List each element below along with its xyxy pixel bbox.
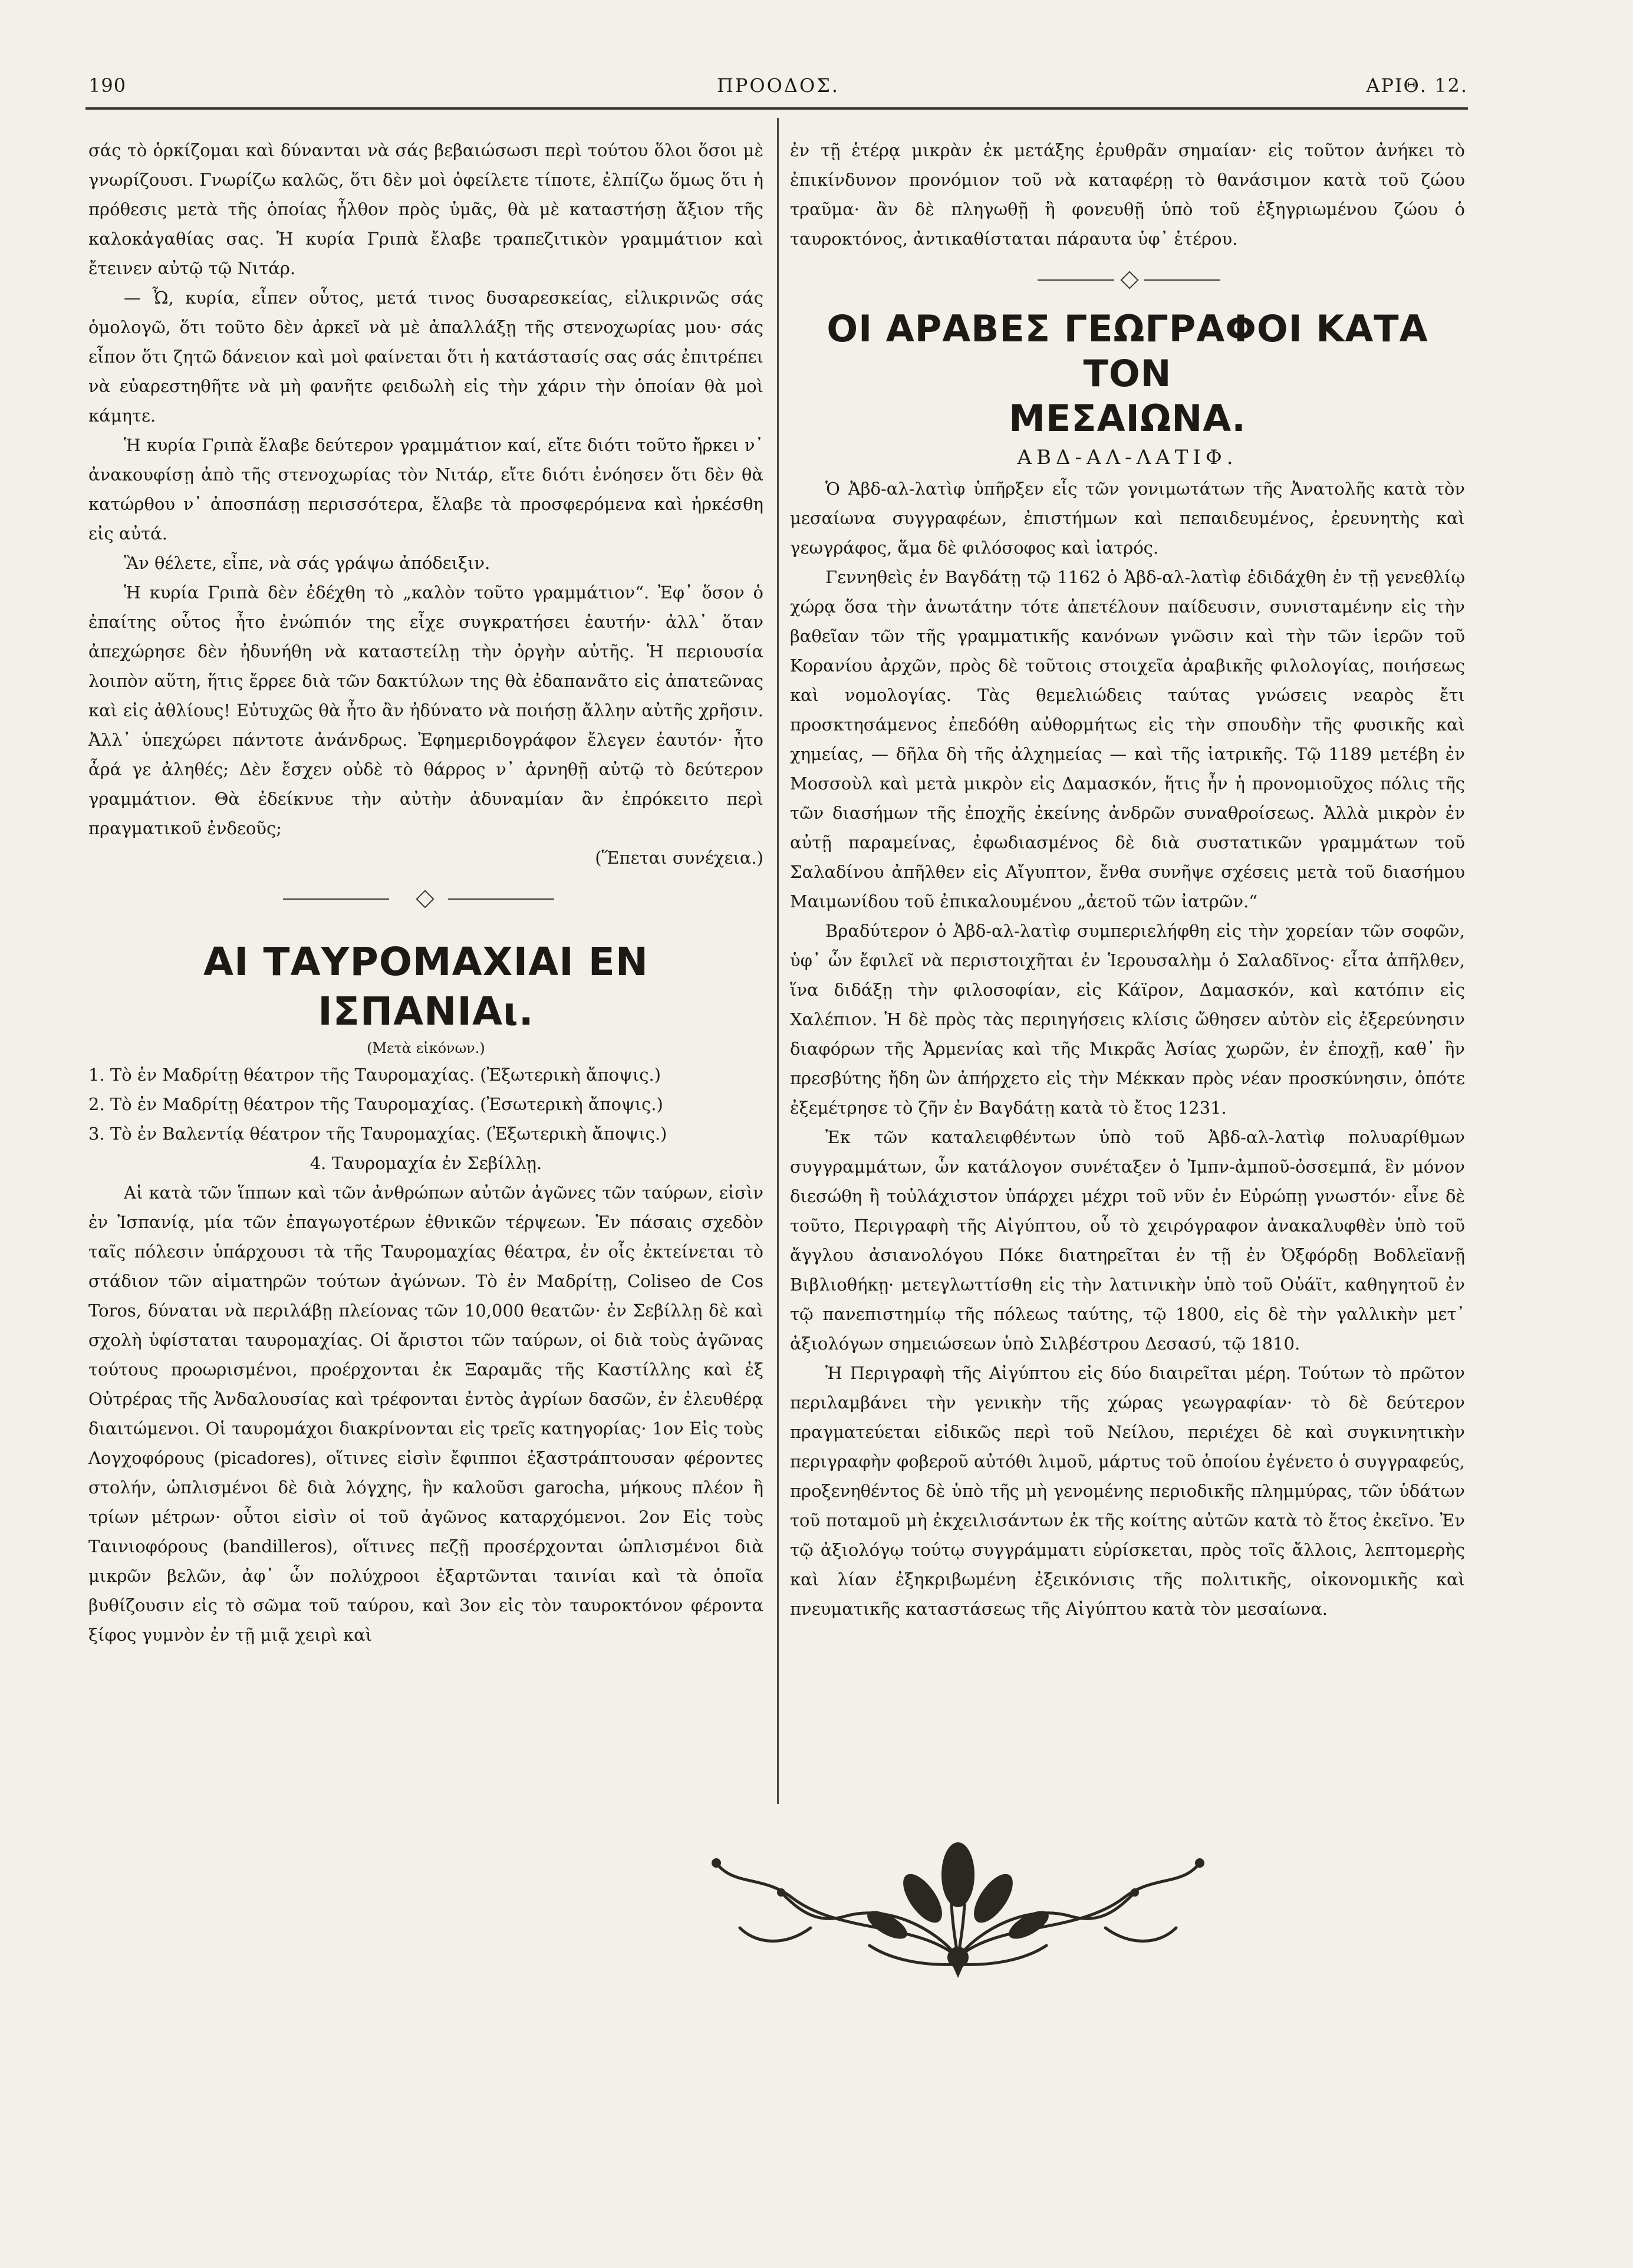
to-be-continued-note: (Ἕπεται συνέχεια.) bbox=[595, 848, 763, 868]
left-column bbox=[88, 136, 763, 1650]
page-number: 190 bbox=[88, 74, 127, 97]
right-column bbox=[790, 136, 1465, 1624]
journal-title: ΠΡΟΟΔΟΣ. bbox=[716, 74, 840, 97]
column-divider bbox=[777, 118, 779, 1804]
article-byline: ΑΒΔ-ΑΛ-ΛΑΤΙΦ. bbox=[1017, 446, 1238, 469]
separator-diamond-icon bbox=[416, 890, 434, 908]
geographers-article-title: ΟΙ ΑΡΑΒΕΣ ΓΕΩΓΡΑΦΟΙ ΚΑΤΑ ΤΟΝ ΜΕΣΑΙΩΝΑ. bbox=[827, 307, 1428, 440]
separator-diamond-icon bbox=[1120, 271, 1138, 289]
header-rule bbox=[85, 107, 1468, 110]
bullfight-article-title: ΑΙ ΤΑΥΡΟΜΑΧΙΑΙ ΕΝ ΙΣΠΑΝΙΑι. bbox=[203, 939, 649, 1034]
page-header bbox=[88, 70, 1468, 105]
issue-number: ΑΡΙΘ. 12. bbox=[1366, 74, 1468, 97]
caption-item: 1. Τὸ ἐν Μαδρίτῃ θέατρον τῆς Ταυρομαχίας. (Ἐξωτερικὴ ἄποψις.) bbox=[88, 1065, 661, 1085]
article-paragraph: Βραδύτερον ὁ Ἀβδ-αλ-λατὶφ συμπεριελήφθη εἰς τὴν χορείαν τῶν σοφῶν, ὑφ᾽ ὧν ἔφιλεῖ νὰ περιστοιχῆται ἐν Ἱερουσαλὴμ ὁ Σαλαδῖνος· εἶτα ἀπῆλθεν, ἵνα διδάξῃ τὴν φιλοσοφίαν, εἰς Κάϊρον, Δαμασκόν, καὶ κατόπιν εἰς Χαλέπιον. Ἡ δὲ πρὸς τὰς περιηγήσεις κλίσις ὤθησεν αὐτὸν εἰς ἐξερεύνησιν διαφόρων τῆς Ἀρμενίας καὶ τῆς Μικρᾶς Ἀσίας χωρῶν, ἐν ἐποχῇ, καθ᾽ ἣν πρεσβύτης ἤδη ὢν ἀπήρχετο εἰς τὴν Μέκκαν πρὸς νέαν προσκύνησιν, ὁπότε ἐξεμέτρησε τὸ ζῆν ἐν Βαγδάτῃ κατὰ τὸ ἔτος 1231. bbox=[790, 921, 1465, 1118]
bullfight-subtitle: (Μετὰ εἰκόνων.) bbox=[367, 1040, 485, 1056]
caption-item: 2. Τὸ ἐν Μαδρίτῃ θέατρον τῆς Ταυρομαχίας. (Ἐσωτερικὴ ἄποψις.) bbox=[88, 1094, 663, 1114]
story-paragraph: Ἡ κυρία Γριπὰ ἔλαβε δεύτερον γραμμάτιον καί, εἴτε διότι τοῦτο ἤρκει ν᾽ ἀνακουφίσῃ ἀπὸ τῆς στενοχωρίας τὸν Νιτάρ, εἴτε διότι ἐνόησεν ὅτι δὲν θὰ κατώρθου ν᾽ ἀποσπάσῃ περισσότερα, ἔλαβε τὰ προσφερόμενα καὶ ἠρκέσθη εἰς αὐτά. bbox=[88, 435, 763, 544]
caption-item: 4. Ταυρομαχία ἐν Σεβίλλῃ. bbox=[310, 1153, 542, 1173]
story-paragraph: Ἂν θέλετε, εἶπε, νὰ σάς γράψω ἀπόδειξιν. bbox=[124, 553, 490, 573]
story-paragraph: Ἡ κυρία Γριπὰ δὲν ἐδέχθη τὸ „καλὸν τοῦτο γραμμάτιον“. Ἐφ᾽ ὅσον ὁ ἐπαίτης οὗτος ἦτο ἐνώπιόν της εἶχε συγκρατήσει ἑαυτήν· ἀλλ᾽ ὅταν ἀπεχώρησε δὲν ἠδυνήθη νὰ καταστείλῃ τὴν ὀργὴν αὐτῆς. Ἡ περιουσία λοιπὸν αὕτη, ἥτις ἔρρεε διὰ τῶν δακτύλων της θὰ ἐδαπανᾶτο εἰς ἀπατεῶνας καὶ εἰς ἀθλίους! Εὐτυχῶς θὰ ἦτο ἂν ἠδύνατο νὰ ποιήσῃ ἄλλην αὐτῆς χρῆσιν. Ἀλλ᾽ ὑπεχώρει πάντοτε ἀνάνδρως. Ἐφημεριδογράφον ἔλεγεν ἑαυτόν· ἦτο ἆρά γε ἀληθές; Δὲν ἔσχεν οὐδὲ τὸ θάρρος ν᾽ ἀρνηθῇ αὐτῷ τὸ δεύτερον γραμμάτιον. Θὰ ἐδείκνυε τὴν αὐτὴν ἀδυναμίαν ἂν ἐπρόκειτο περὶ πραγματικοῦ ἐνδεοῦς; bbox=[88, 582, 763, 838]
bullfight-continuation: ἐν τῇ ἑτέρᾳ μικρὰν ἐκ μετάξης ἐρυθρᾶν σημαίαν· εἰς τοῦτον ἀνήκει τὸ ἐπικίνδυνον προνόμιον τοῦ νὰ καταφέρῃ τὸ θανάσιμον κατὰ τοῦ ζώου τραῦμα· ἂν δὲ πληγωθῇ ἢ φονευθῇ ὑπὸ τοῦ ἐξηγριωμένου ζώου ὁ ταυροκτόνος, ἀντικαθίσταται πάραυτα ὑφ᾽ ἑτέρου. bbox=[790, 140, 1465, 249]
bullfight-paragraph: Αἱ κατὰ τῶν ἵππων καὶ τῶν ἀνθρώπων αὐτῶν ἀγῶνες τῶν ταύρων, εἰσὶν ἐν Ἰσπανίᾳ, μία τῶν ἐπαγωγοτέρων ἐθνικῶν τέρψεων. Ἐν πάσαις σχεδὸν ταῖς πόλεσιν ὑπάρχουσι τὰ τῆς Ταυρομαχίας θέατρα, ἐν οἷς ἐκτείνεται τὸ στάδιον τῶν αἱματηρῶν τούτων ἀγώνων. Τὸ ἐν Μαδρίτῃ, Coliseo de Cos Toros, δύναται νὰ περιλάβῃ πλείονας τῶν 10,000 θεατῶν· ἐν Σεβίλλῃ δὲ καὶ σχολὴ ὑφίσταται ταυρομαχίας. Οἱ ἄριστοι τῶν ταύρων, οἱ διὰ τοὺς ἀγῶνας τούτους προωρισμένοι, προέρχονται ἐκ Ξαραμᾶς τῆς Καστίλλης καὶ ἐξ Οὐτρέρας τῆς Ἀνδαλουσίας καὶ τρέφονται ἐντὸς ἀγρίων δασῶν, ἐν ἐλευθέρᾳ διαιτώμενοι. Οἱ ταυρομάχοι διακρίνονται εἰς τρεῖς κατηγορίας· 1ον Εἰς τοὺς Λογχοφόρους (picadores), οἵτινες εἰσὶν ἔφιπποι ἐξαστράπτουσαν φέροντες στολήν, ὡπλισμένοι δὲ διὰ λόγχης, ἣν καλοῦσι garocha, μήκους πλέον ἢ τρίων μέτρων· οὗτοι εἰσὶν οἱ τοῦ ἀγῶνος καταρχόμενοι. 2ον Εἰς τοὺς Ταινιοφόρους (bandilleros), οἵτινες πεζῇ προσέρχονται ὡπλισμένοι διὰ μικρῶν βελῶν, ἀφ᾽ ὧν πολύχροοι ἐξαρτῶνται ταινίαι καὶ τὰ ὁποῖα βυθίζουσιν εἰς τὸ σῶμα τοῦ ταύρου, καὶ 3ον εἰς τὸν ταυροκτόνον φέροντα ξίφος γυμνὸν ἐν τῇ μιᾷ χειρὶ καὶ bbox=[88, 1183, 763, 1645]
caption-item: 3. Τὸ ἐν Βαλεντίᾳ θέατρον τῆς Ταυρομαχίας. (Ἐξωτερικὴ ἄποψις.) bbox=[88, 1124, 667, 1144]
article-paragraph: Ἡ Περιγραφὴ τῆς Αἰγύπτου εἰς δύο διαιρεῖται μέρη. Τούτων τὸ πρῶτον περιλαμβάνει τὴν γενικὴν τῆς χώρας γεωγραφίαν· τὸ δὲ δεύτερον πραγματεύεται εἰδικῶς περὶ τοῦ Νείλου, περιέχει δὲ καὶ συγκινητικὴν περιγραφὴν φοβεροῦ αὐτόθι λιμοῦ, μάρτυς τοῦ ὁποίου ἐγένετο ὁ συγγραφεύς, προξενηθέντος δὲ ὑπὸ τῆς μὴ γενομένης περιοδικῆς πλημμύρας, τῶν ὑδάτων τοῦ ποταμοῦ μὴ ἐκχειλισάντων ἐκ τῆς κοίτης αὐτῶν κατὰ τὸ ἔτος ἐκεῖνο. Ἐν τῷ ἀξιολόγῳ τούτῳ συγγράμματι εὑρίσκεται, πρὸς τοῖς ἄλλοις, λεπτομερὴς καὶ λίαν ἐξηκριβωμένη ἐξεικόνισις τῆς πολιτικῆς, οἰκονομικῆς καὶ πνευματικῆς καταστάσεως τῆς Αἰγύπτου κατὰ τὸν μεσαίωνα. bbox=[790, 1363, 1465, 1619]
section-separator bbox=[790, 259, 1465, 301]
article-paragraph: Γεννηθεὶς ἐν Βαγδάτῃ τῷ 1162 ὁ Ἀβδ-αλ-λατὶφ ἐδιδάχθη ἐν τῇ γενεθλίῳ χώρᾳ ὅσα τὴν ἀνωτάτην τότε ἀπετέλουν παίδευσιν, συνισταμένην εἰς τὴν βαθεῖαν τῶν τῆς γραμματικῆς κανόνων γνῶσιν καὶ τὴν τῶν ἱερῶν τοῦ Κορανίου ἀρχῶν, πρὸς δὲ τοῦτοις στοιχεῖα ἀραβικῆς φιλολογίας, ποιήσεως καὶ νομολογίας. Τὰς θεμελιώδεις ταύτας γνώσεις νεαρὸς ἔτι προσκτησάμενος ἐπεδόθη αὐθορμήτως εἰς τὴν σπουδὴν τῆς φυσικῆς καὶ χημείας, — δῆλα δὴ τῆς ἀλχημείας — καὶ τῆς ἰατρικῆς. Τῷ 1189 μετέβη ἐν Μοσσοὺλ καὶ μετὰ μικρὸν εἰς Δαμασκόν, ἥτις ἦν ἡ προνομιοῦχος πόλις τῆς τῶν διασήμων τῆς ἐποχῆς ἐκείνης ἀνδρῶν συναθροίσεως. Ἀλλὰ μικρὸν ἐν αὐτῇ παραμείνας, ἐφωδιασμένος δὲ διὰ συστατικῶν γραμμάτων τοῦ Σαλαδίνου ἀπῆλθεν εἰς Αἴγυπτον, ἔνθα συνῆψε σχέσεις μετὰ τοῦ διασήμου Μαιμωνίδου τοῦ ἐπικαλουμένου „ἀετοῦ τῶν ἰατρῶν.“ bbox=[790, 567, 1465, 911]
story-paragraph: — Ὦ, κυρία, εἶπεν οὗτος, μετά τινος δυσαρεσκείας, εἰλικρινῶς σάς ὁμολογῶ, ὅτι τοῦτο δὲν ἀρκεῖ νὰ μὲ ἀπαλλάξῃ τῆς στενοχωρίας μου· σάς εἶπον ὅτι ζητῶ δάνειον καὶ μοὶ φαίνεται ὅτι ἡ κατάστασίς σας σάς ἐπιτρέπει νὰ εὐαρεστηθῆτε νὰ μὴ φανῆτε φειδωλὴ εἰς τὴν χάριν τὴν ὁποίαν θὰ μοὶ κάμητε. bbox=[88, 288, 763, 426]
floral-ornament-icon bbox=[693, 1810, 1223, 1981]
article-paragraph: Ἐκ τῶν καταλειφθέντων ὑπὸ τοῦ Ἀβδ-αλ-λατὶφ πολυαρίθμων συγγραμμάτων, ὧν κατάλογον συνέταξεν ὁ Ἰμπν-ἀμποῦ-ὀσσεμπά, ἓν μόνον διεσώθη ἢ τοὐλάχιστον ὑπάρχει μέχρι τοῦ νῦν ἐν Εὐρώπῃ γνωστόν· εἶνε δὲ τοῦτο, Περιγραφὴ τῆς Αἰγύπτου, οὗ τὸ χειρόγραφον ἀνακαλυφθὲν ὑπὸ τοῦ ἄγγλου ἀσιανολόγου Πόκε διατηρεῖται ἐν τῇ ἐν Ὀξφόρδῃ Βοδλεϊανῇ Βιβλιοθήκῃ· μετεγλωττίσθη εἰς τὴν λατινικὴν ὑπὸ τοῦ Οὐάϊτ, καθηγητοῦ ἐν τῷ πανεπιστημίῳ τῆς πόλεως ταύτης, τῷ 1800, εἰς δὲ τὴν γαλλικὴν μετ᾽ ἀξιολόγων σημειώσεων ὑπὸ Σιλβέστρου Δεσασύ, τῷ 1810. bbox=[790, 1127, 1465, 1354]
story-paragraph: σάς τὸ ὁρκίζομαι καὶ δύνανται νὰ σάς βεβαιώσωσι περὶ τούτου ὅλοι ὅσοι μὲ γνωρίζουσι. Γνωρίζω καλῶς, ὅτι δὲν μοὶ ὀφείλετε τίποτε, ἐλπίζω ὅμως ὅτι ἡ πρόθεσις μετὰ τῆς ὁποίας ἦλθον πρὸς ὑμᾶς, θὰ μὲ καταστήσῃ ἄξιον τῆς καλοκἀγαθίας σας. Ἡ κυρία Γριπὰ ἔλαβε τραπεζιτικὸν γραμμάτιον καὶ ἔτεινεν αὐτῷ τῷ Νιτάρ. bbox=[88, 140, 763, 278]
article-paragraph: Ὁ Ἀβδ-αλ-λατὶφ ὑπῆρξεν εἷς τῶν γονιμωτάτων τῆς Ἀνατολῆς κατὰ τὸν μεσαίωνα συγγραφέων, ἐπιστήμων καὶ πεπαιδευμένος, ἐρευνητὴς καὶ γεωγράφος, ἅμα δὲ φιλόσοφος καὶ ἰατρός. bbox=[790, 479, 1465, 558]
section-separator bbox=[88, 878, 763, 920]
